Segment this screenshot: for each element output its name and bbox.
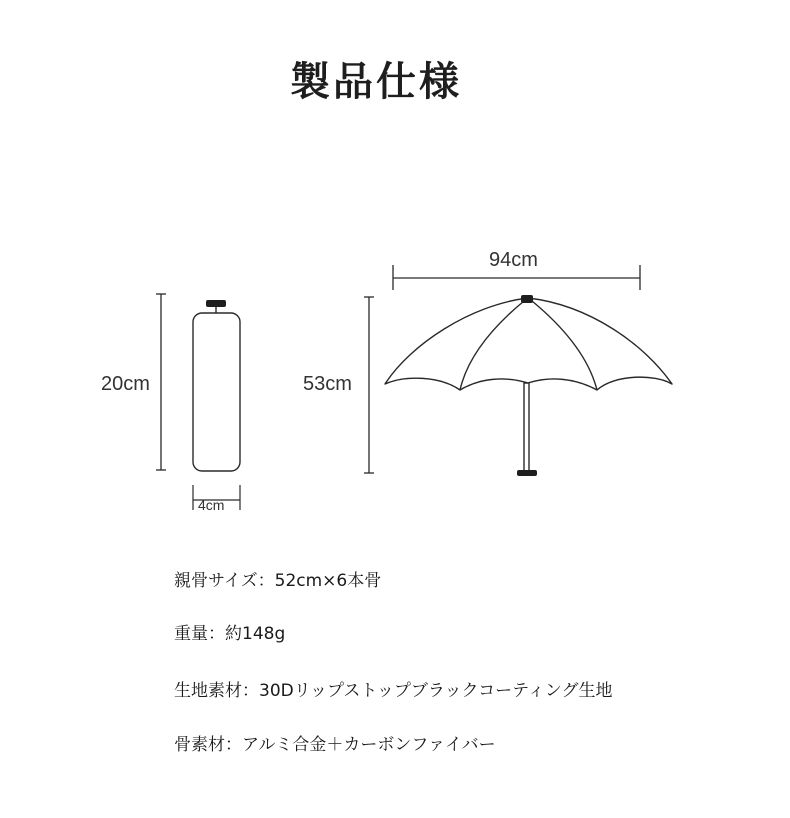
umbrella-rib-left — [460, 301, 524, 390]
spec-frame: 骨素材：アルミ合金＋カーボンファイバー — [174, 735, 496, 755]
open-umbrella — [385, 295, 672, 476]
dimension-line-20cm — [156, 294, 166, 470]
spec-fabric: 生地素材：30Dリップストップブラックコーティング生地 — [174, 681, 613, 701]
open-span-label: 94cm — [489, 249, 538, 271]
umbrella-canopy — [385, 298, 672, 390]
umbrella-handle — [517, 470, 537, 476]
dimension-line-53cm — [364, 297, 374, 473]
spec-rib-size: 親骨サイズ：52cm×6本骨 — [174, 571, 382, 591]
spec-weight: 重量：約148g — [174, 624, 286, 644]
page-title: 製品仕様 — [290, 59, 462, 105]
folded-length-label: 20cm — [101, 373, 150, 395]
open-height-label: 53cm — [303, 373, 352, 395]
folded-umbrella — [193, 300, 240, 471]
folded-width-label: 4cm — [198, 497, 225, 513]
umbrella-tip — [521, 295, 533, 303]
umbrella-shaft — [524, 383, 529, 471]
folded-umbrella-body — [193, 313, 240, 471]
folded-umbrella-cap — [206, 300, 226, 307]
